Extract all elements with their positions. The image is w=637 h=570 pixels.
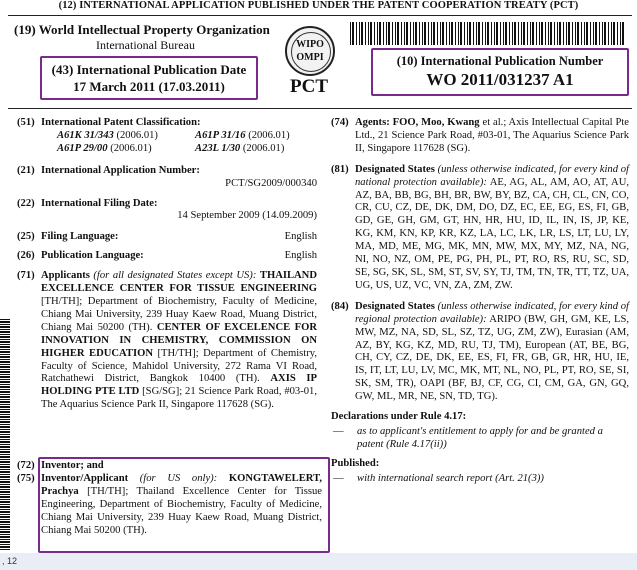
field-label: Agents: [355,117,390,128]
field-label: Publication Language: [41,250,144,262]
field-code: (22) [17,197,35,209]
filing-language: English [284,231,317,243]
field-label: Applicants [41,270,90,282]
org-sub: International Bureau [96,38,195,52]
field-label: Filing Language: [41,231,119,243]
field-label: International Patent Classification: [41,117,201,128]
inventor-address: [TH/TH]; Thailand Excellence Center for Tissue Engineering, Department of Biochemistry, Faculty of Medicine, Chiang Mai University, 239 Huay Kaew Road, Muang District, Chiang Mai 50200 (TH). [41,485,322,536]
bottom-viewer-strip [0,553,637,570]
declaration-item [331,426,629,452]
side-barcode-icon [0,318,10,550]
field-label: Inventor; and [41,460,104,471]
field-72-75 [17,460,322,537]
field-code: (84) [331,300,349,312]
field-label: International Application Number: [41,164,200,176]
field-71 [17,270,317,412]
published-title: Published: [331,457,380,469]
header-bottom-rule [8,108,632,109]
filing-date: 14 September 2009 (14.09.2009) [177,210,317,222]
classification-code: A23L 1/30 [195,142,241,154]
bullet-dash: — [333,425,344,437]
classification-code: A61P 31/16 [195,129,246,141]
org-line [14,22,270,38]
publication-date-box [40,56,258,100]
field-note: (for US only): [139,472,218,484]
classification-date: (2006.01) [110,142,152,154]
field-26 [17,250,317,263]
field-21 [17,165,317,191]
classification-code: A61P 29/00 [57,142,108,154]
pct-label: PCT [290,76,328,97]
field-code: (72) [17,460,35,471]
barcode-icon [350,22,626,45]
applicant-address: [TH/TH]; Department of Biochemistry, Faculty of Medicine, Chiang Mai University, 239 Huay Kaew Road, Muang District, Chiang Mai 50200 (TH). [41,295,317,333]
declaration-text: as to applicant's entitlement to apply for and be granted a patent (Rule 4.17(ii)) [357,425,603,450]
publication-number-value: WO 2011/031237 A1 [426,70,574,89]
applicant-name: AXIS IP HOLDING PTE LTD [41,373,318,398]
field-label: Inventor/Applicant [41,472,129,484]
field-note: (unless otherwise indicated, for every kind of regional protection available): [355,300,629,325]
field-label: International Filing Date: [41,197,158,209]
page-marker: , 12 [2,556,18,566]
publication-date-label: (43) International Publication Date [51,62,247,77]
applicant-address: [TH/TH]; Department of Chemistry, Faculty of Science, Mahidol University, 272 Rama VI Road, Ratchathewi District, Bangkok 10400 (TH). [41,347,318,385]
field-code: (74) [331,117,349,128]
publication-language: English [284,250,317,262]
regional-states-list: ARIPO (BW, GH, GM, KE, LS, MW, MZ, NA, SD, SL, SZ, TZ, UG, ZM, ZW), Eurasian (AM, AZ, BY, KG, KZ, MD, RU, TJ, TM), European (AT, BE, BG, CH, CY, CZ, DE, DK, EE, ES, FI, FR, GB, GR, HR, HU, IE, IS, IT, LT, LU, LV, MC, MK, MT, NL, NO, PL, PT, RO, SE, SI, SK, SM, TR), OAPI (BF, BJ, CF, CG, CI, CM, GA, GN, GQ, GW, ML, MR, NE, SN, TD, TG). [355,313,629,403]
classification-date: (2006.01) [248,129,290,141]
header-rule [8,15,632,16]
field-51 [17,117,317,156]
applicant-address: [SG/SG]; 21 Science Park Road, #03-01, The Aquarius Science Park II, Singapore 117628 (SG). [41,386,317,411]
agent-name: FOO, Moo, Kwang [392,117,480,128]
classification-date: (2006.01) [116,129,158,141]
national-states-list: AE, AG, AL, AM, AO, AT, AU, AZ, BA, BB, BG, BH, BR, BW, BY, BZ, CA, CH, CL, CN, CO, CR, CU, CZ, DE, DK, DM, DO, DZ, EC, EE, EG, ES, FI, GB, GD, GE, GH, GM, GT, HN, HR, HU, ID, IL, IN, IS, JP, KE, KG, KM, KN, KP, KR, KZ, LA, LC, LK, LR, LS, LT, LU, LY, MA, MD, ME, MG, MK, MN, MW, MX, MY, MZ, NA, NG, NI, NO, NZ, OM, PE, PG, PH, PL, PT, RO, RS, RU, SC, SD, SE, SG, SK, SL, SM, ST, SV, SY, TJ, TM, TN, TR, TT, TZ, UA, UG, US, UZ, VC, VN, ZA, ZM, ZW. [355,176,629,291]
applicant-name: THAILAND EXCELLENCE CENTER FOR TISSUE ENGINEERING [41,270,317,295]
field-84 [331,301,629,404]
publication-number-label: (10) International Publication Number [396,54,604,68]
field-label: Designated States [355,163,435,175]
field-22 [17,198,317,224]
field-74 [331,117,629,156]
wipo-logo [285,26,335,76]
classification-code: A61K 31/343 [57,129,114,141]
field-label: Designated States [355,300,435,312]
left-column [17,117,317,412]
field-code: (26) [17,250,35,262]
logo-text-top: WIPO [296,39,324,50]
publication-number-box [371,48,629,96]
org-code: (19) [14,22,36,37]
field-code: (71) [17,270,35,282]
publication-date-value: 17 March 2011 (17.03.2011) [73,79,225,94]
field-code: (75) [17,472,35,484]
bullet-dash: — [333,472,344,484]
logo-text-bottom: OMPI [296,52,324,63]
field-code: (51) [17,117,35,128]
field-note: (unless otherwise indicated, for every kind of national protection available): [355,163,629,188]
field-25 [17,231,317,244]
field-81 [331,164,629,293]
published-item [331,473,629,486]
application-number: PCT/SG2009/000340 [225,177,317,189]
field-code: (25) [17,231,35,243]
classification-date: (2006.01) [242,142,285,154]
published-text: with international search report (Art. 21(3)) [357,472,544,484]
org-name: World Intellectual Property Organization [38,22,270,37]
field-code: (81) [331,163,349,175]
field-note: (for all designated States except US): [93,270,257,282]
declarations-title: Declarations under Rule 4.17: [331,411,467,423]
field-code: (21) [17,164,35,176]
applicant-name: CENTER OF EXCELENCE FOR INNOVATION IN CHEMISTRY, COMMISSION ON HIGHER EDUCATION [41,321,317,359]
inventor-name: KONGTAWELERT, Prachya [41,472,322,497]
agent-address: et al.; Axis Intellectual Capital Pte Ltd., 21 Science Park Road, #03-01, The Aquarius Science Park II, Singapore 117628 (SG). [355,117,629,154]
right-column [331,117,629,486]
document-header-title: (12) INTERNATIONAL APPLICATION PUBLISHED UNDER THE PATENT COOPERATION TREATY (PCT) [58,0,579,11]
